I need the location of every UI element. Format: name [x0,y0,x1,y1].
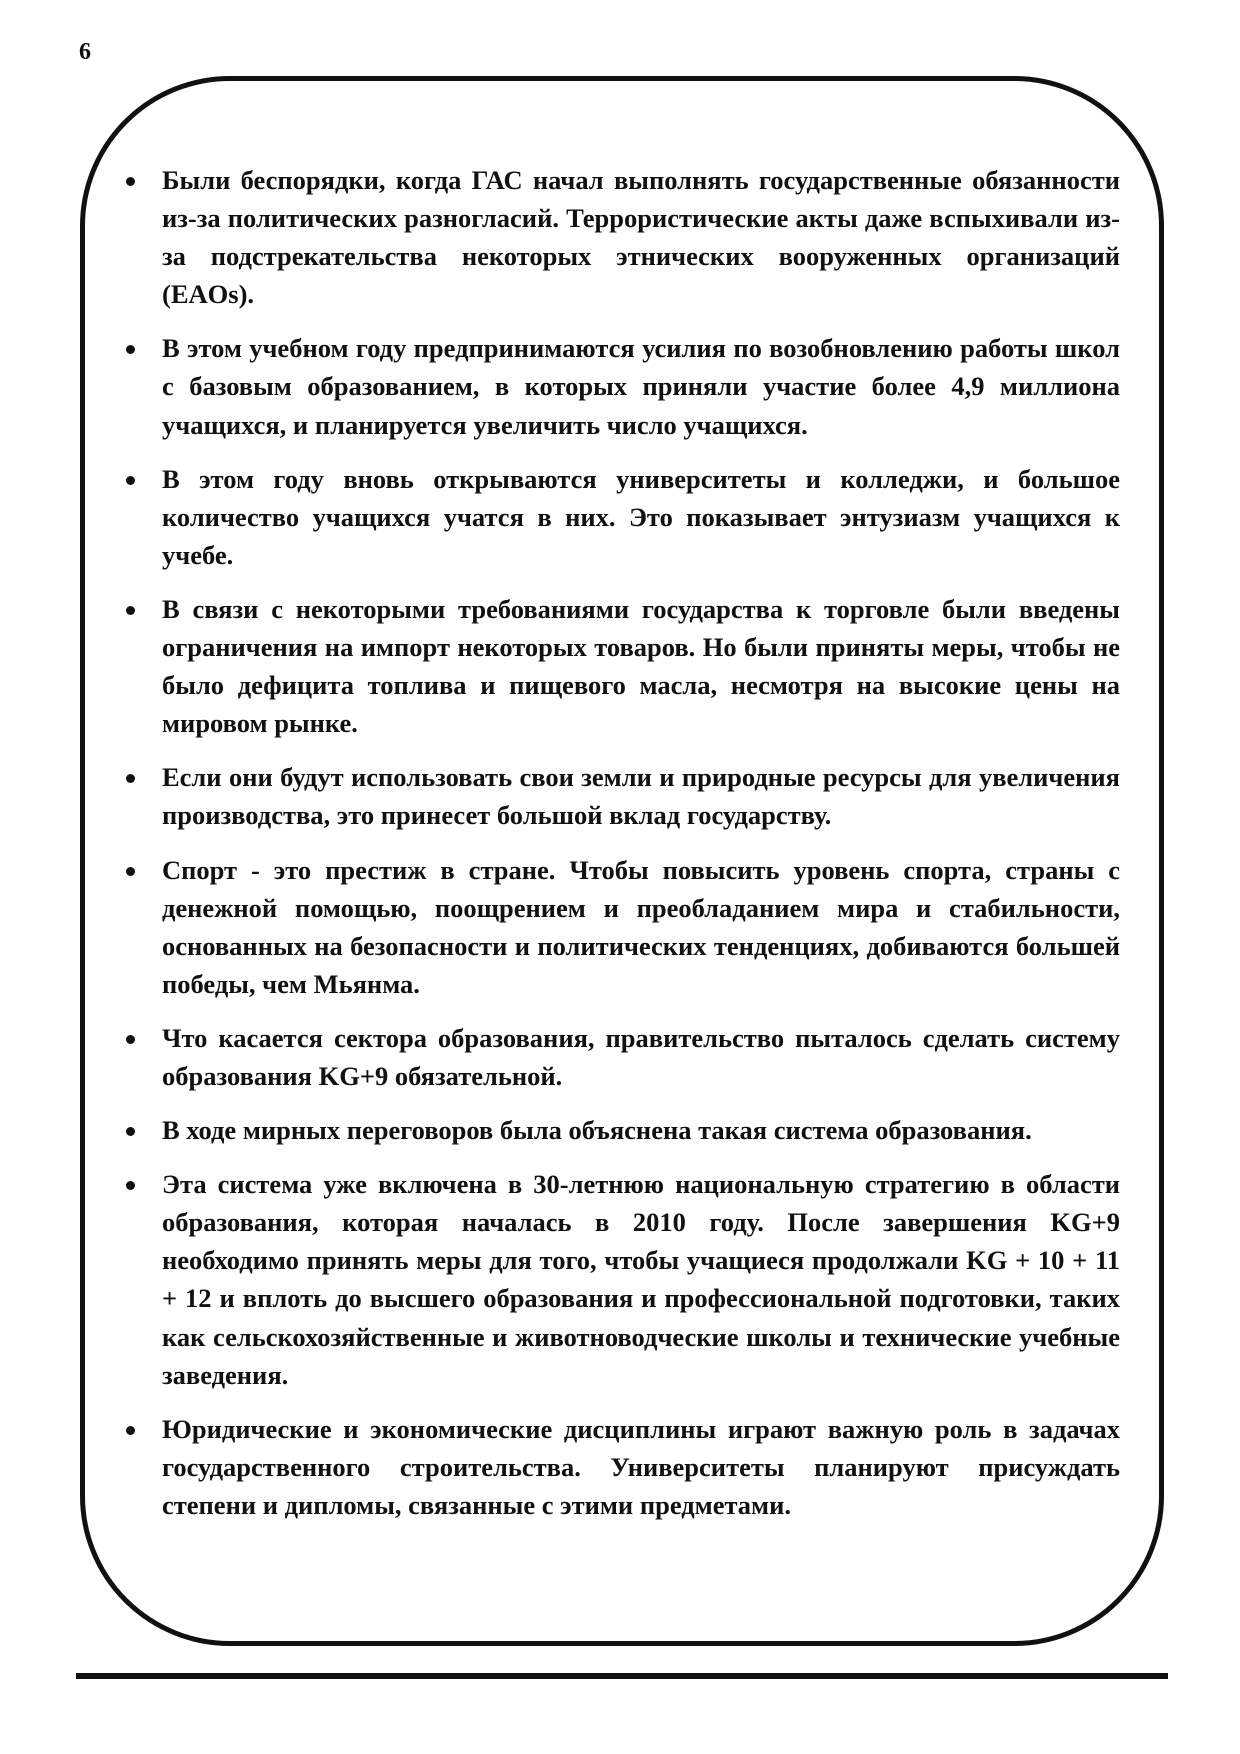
bullet-text: Эта система уже включена в 30-летнюю национальную стратегию в области образования, которая началась в 2010 году. После завершения KG+9 необходимо принять меры для того, чтобы учащиеся продолжали KG + 10 + 11 + 12 и вплоть до высшего образования и профессиональной подготовки, таких как сельскохозяйственные и животноводческие школы и технические учебные заведения. [162,1169,1120,1390]
bullet-dot-icon [126,1181,135,1190]
bullet-item [122,329,1120,443]
bullet-dot-icon [126,177,135,186]
bullet-text: Спорт - это престиж в стране. Чтобы повысить уровень спорта, страны с денежной помощью, поощрением и преобладанием мира и стабильности, основанных на безопасности и политических тенденциях, добиваются большей победы, чем Мьянма. [162,854,1120,999]
bullet-text: В ходе мирных переговоров была объяснена такая система образования. [162,1115,1032,1146]
bullet-item [122,1019,1120,1095]
bullet-text: В этом учебном году предпринимаются усилия по возобновлению работы школ с базовым образованием, в которых приняли участие более 4,9 миллиона учащихся, и планируется увеличить число учащихся. [162,333,1120,440]
bullet-dot-icon [126,1035,135,1044]
bullet-dot-icon [126,345,135,354]
bottom-rule-divider [76,1673,1168,1679]
bullet-text: Если они будут использовать свои земли и природные ресурсы для увеличения производства, это принесет большой вклад государству. [162,762,1120,831]
bullet-dot-icon [126,774,135,783]
bullet-dot-icon [126,867,135,876]
page-number: 6 [79,39,91,65]
bullet-text: Были беспорядки, когда ГАС начал выполнять государственные обязанности из-за политических разногласий. Террористические акты даже вспыхивали из-за подстрекательства некоторых этнических вооруженных организаций (EAOs). [162,165,1120,310]
bullet-item [122,851,1120,1003]
bullet-text: Юридические и экономические дисциплины играют важную роль в задачах государственного строительства. Университеты планируют присуждать степени и дипломы, связанные с этими предметами. [162,1413,1120,1520]
bullet-item [122,758,1120,834]
bullet-item [122,590,1120,742]
bullet-item [122,460,1120,574]
bullet-list [122,161,1120,1540]
bullet-item [122,161,1120,313]
bullet-dot-icon [126,606,135,615]
bullet-item [122,1165,1120,1394]
bullet-text: Что касается сектора образования, правительство пыталось сделать систему образования KG+9 обязательной. [162,1022,1120,1091]
bullet-dot-icon [126,1426,135,1435]
bullet-text: В этом году вновь открываются университеты и колледжи, и большое количество учащихся учатся в них. Это показывает энтузиазм учащихся к учебе. [162,463,1120,570]
bullet-dot-icon [126,476,135,485]
bullet-dot-icon [126,1127,135,1136]
bullet-item [122,1111,1120,1149]
bullet-text: В связи с некоторыми требованиями государства к торговле были введены ограничения на импорт некоторых товаров. Но были приняты меры, чтобы не было дефицита топлива и пищевого масла, несмотря на высокие цены на мировом рынке. [162,593,1120,739]
bullet-item [122,1410,1120,1524]
